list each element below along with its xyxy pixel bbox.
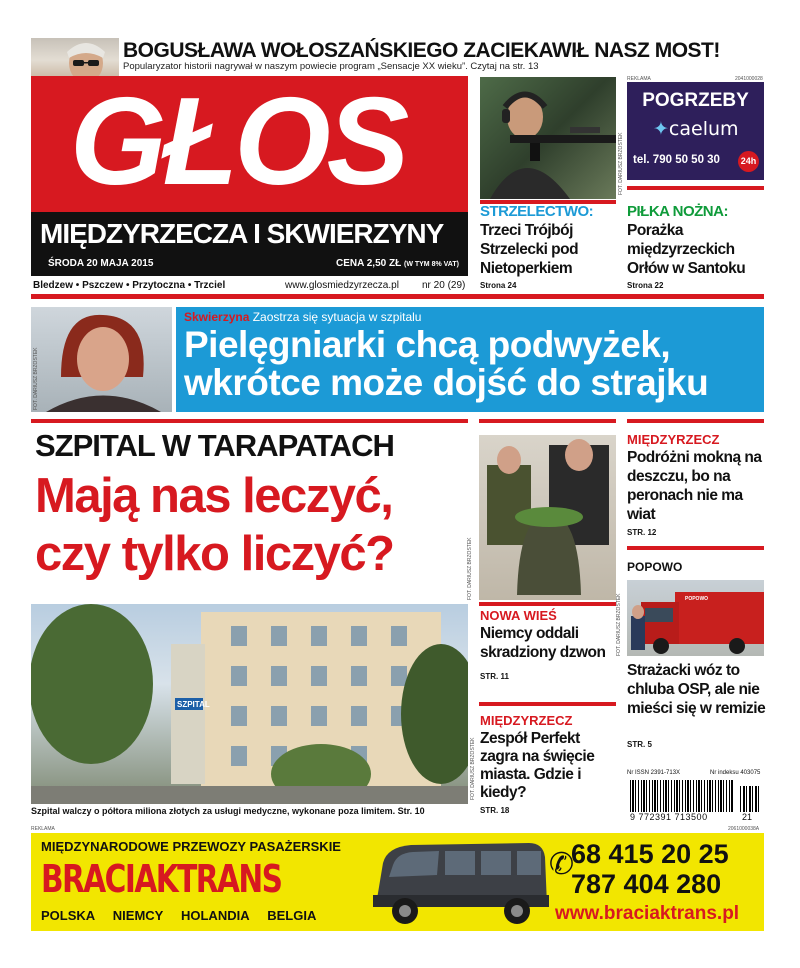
football-rule xyxy=(627,186,764,190)
masthead-date: ŚRODA 20 MAJA 2015 xyxy=(48,258,154,269)
shooting-title: Trzeci Trójbój Strzelecki pod Nietoperkiem xyxy=(480,222,579,277)
bottom-ad-website[interactable]: www.braciaktrans.pl xyxy=(555,903,740,924)
hospital-photo xyxy=(31,604,468,804)
main-story-rule xyxy=(31,419,468,423)
hospital-sign: SZPITAL xyxy=(177,700,210,709)
teaser-sub: Popularyzator historii nagrywał w naszym powiecie program „Sensacje XX wieku”. Czytaj na str. 13 xyxy=(123,61,539,72)
banner-credit: FOT. DARIUSZ BRZOSTEK xyxy=(33,347,39,410)
funeral-ad-tag: REKLAMA xyxy=(627,76,651,82)
candle-flame-icon: ✦ xyxy=(653,118,669,140)
train-title: Podróżni mokną na deszczu, bo na peronach nie ma wiat xyxy=(627,449,762,523)
phone-icon: ✆ xyxy=(549,847,575,882)
country-poland: POLSKA xyxy=(41,908,96,923)
shooting-page: Strona 24 xyxy=(480,281,517,290)
perfekt-title: Zespół Perfekt zagra na święcie miasta. Gdzie i kiedy? xyxy=(480,730,595,801)
barcode-digits: 9 772391 713500 xyxy=(630,812,708,822)
barcode-icon xyxy=(630,780,734,812)
bottom-ad-line1: MIĘDZYNARODOWE PRZEWOZY PASAŻERSKIE xyxy=(41,839,341,854)
bell-with-people-icon xyxy=(479,435,616,600)
funeral-ad-brand-text: caelum xyxy=(668,118,739,140)
fire-photo xyxy=(627,580,764,656)
perfekt-label: MIĘDZYRZECZ xyxy=(480,713,573,728)
barcode-issue: 21 xyxy=(742,812,753,822)
funeral-ad-brand xyxy=(653,118,739,140)
perfekt-page: STR. 18 xyxy=(480,806,510,815)
masthead-towns: Bledzew • Pszczew • Przytoczna • Trzciel xyxy=(33,280,226,291)
bell-title: Niemcy oddali skradziony dzwon xyxy=(480,625,606,661)
hospital-building-icon xyxy=(31,604,468,804)
banner-kicker-line xyxy=(184,310,421,324)
fire-truck-text: POPOWO xyxy=(685,596,709,602)
shooter-with-rifle-icon xyxy=(480,77,616,199)
section-divider xyxy=(31,294,764,299)
bell-rule xyxy=(479,419,616,423)
price-value: CENA 2,50 ZŁ xyxy=(336,258,402,269)
barcode-issn: Nr ISSN 2391-713X xyxy=(627,770,681,776)
shooting-credit: FOT. DARIUSZ BRZOSTEK xyxy=(618,132,624,195)
banner-headline-2: wkrótce może dojść do strajku xyxy=(184,362,709,403)
woman-portrait-icon xyxy=(31,307,172,412)
main-story-caption: Szpital walczy o półtora miliona złotych za usługi medyczne, wykonane poza limitem. Str. 10 xyxy=(31,806,425,816)
teaser-headline: BOGUSŁAWA WOŁOSZAŃSKIEGO ZACIEKAWIŁ NASZ MOST! xyxy=(123,39,720,62)
football-title: Porażka międzyrzeckich Orłów w Santoku xyxy=(627,222,746,277)
hospital-credit: FOT. DARIUSZ BRZOSTEK xyxy=(470,737,476,800)
fire-rule xyxy=(627,546,764,550)
bottom-ad-tag: REKLAMA xyxy=(31,826,55,832)
train-page: STR. 12 xyxy=(627,528,657,537)
fire-label: POPOWO xyxy=(627,560,683,574)
country-belgium: BELGIA xyxy=(267,908,317,923)
country-netherlands: HOLANDIA xyxy=(180,908,250,923)
main-story-headline-2: czy tylko liczyć? xyxy=(35,527,394,581)
bell-page: STR. 11 xyxy=(480,672,509,681)
train-label: MIĘDZYRZECZ xyxy=(627,432,720,447)
banner-kicker: Skwierzyna xyxy=(184,310,250,324)
banner-headline-1: Pielęgniarki chcą podwyżek, xyxy=(184,324,671,365)
bottom-ad-code: 2061000038A xyxy=(728,826,760,832)
fire-page: STR. 5 xyxy=(627,740,652,749)
price-vat: (W TYM 8% VAT) xyxy=(403,261,459,268)
funeral-ad-badge: 24h xyxy=(738,151,759,172)
country-germany: NIEMCY xyxy=(112,908,164,923)
main-story-kicker: SZPITAL W TARAPATACH xyxy=(35,428,394,463)
masthead-issue: nr 20 (29) xyxy=(422,280,466,291)
bottom-ad-phone2: 787 404 280 xyxy=(571,869,722,899)
banner-photo xyxy=(31,307,172,412)
barcode-index: Nr indeksu 403075 xyxy=(710,770,761,776)
bell-label: NOWA WIEŚ xyxy=(480,608,557,623)
bell-credit: FOT. DARIUSZ BRZOSTEK xyxy=(467,537,473,600)
barcode-addon-icon xyxy=(740,786,760,812)
fire-credit: FOT. DARIUSZ BRZOSTEK xyxy=(616,593,622,656)
funeral-ad-phone: tel. 790 50 50 30 xyxy=(633,154,720,166)
bottom-ad[interactable] xyxy=(31,833,764,931)
bell-text-rule xyxy=(479,602,616,606)
banner-kicker-sub: Zaostrza się sytuacja w szpitalu xyxy=(252,310,422,324)
bottom-ad-phone1: 68 415 20 25 xyxy=(571,839,729,869)
masthead-website[interactable]: www.glosmiedzyrzecza.pl xyxy=(285,280,399,291)
funeral-ad-code: 2041000028 xyxy=(735,76,763,82)
perfekt-rule xyxy=(479,702,616,706)
funeral-ad-title: POGRZEBY xyxy=(642,90,749,111)
main-story-headline-1: Mają nas leczyć, xyxy=(35,469,393,523)
fire-truck-icon xyxy=(627,580,764,656)
bottom-ad-countries xyxy=(41,908,316,923)
masthead-region: MIĘDZYRZECZA I SKWIERZYNY xyxy=(40,218,444,249)
football-label: PIŁKA NOŻNA: xyxy=(627,203,728,220)
train-rule xyxy=(627,419,764,423)
shooting-label: STRZELECTWO: xyxy=(480,203,594,220)
football-page: Strona 22 xyxy=(627,281,664,290)
minibus-icon xyxy=(361,835,551,930)
masthead-price xyxy=(336,258,459,269)
shooting-photo xyxy=(480,77,616,199)
fire-title: Strażacki wóz to chluba OSP, ale nie mieści się w remizie xyxy=(627,662,766,717)
bell-photo xyxy=(479,435,616,600)
masthead-logo: GŁOS xyxy=(70,73,406,211)
bottom-ad-brand: BRACIAKTRANS xyxy=(41,857,282,901)
funeral-ad[interactable] xyxy=(627,82,764,180)
